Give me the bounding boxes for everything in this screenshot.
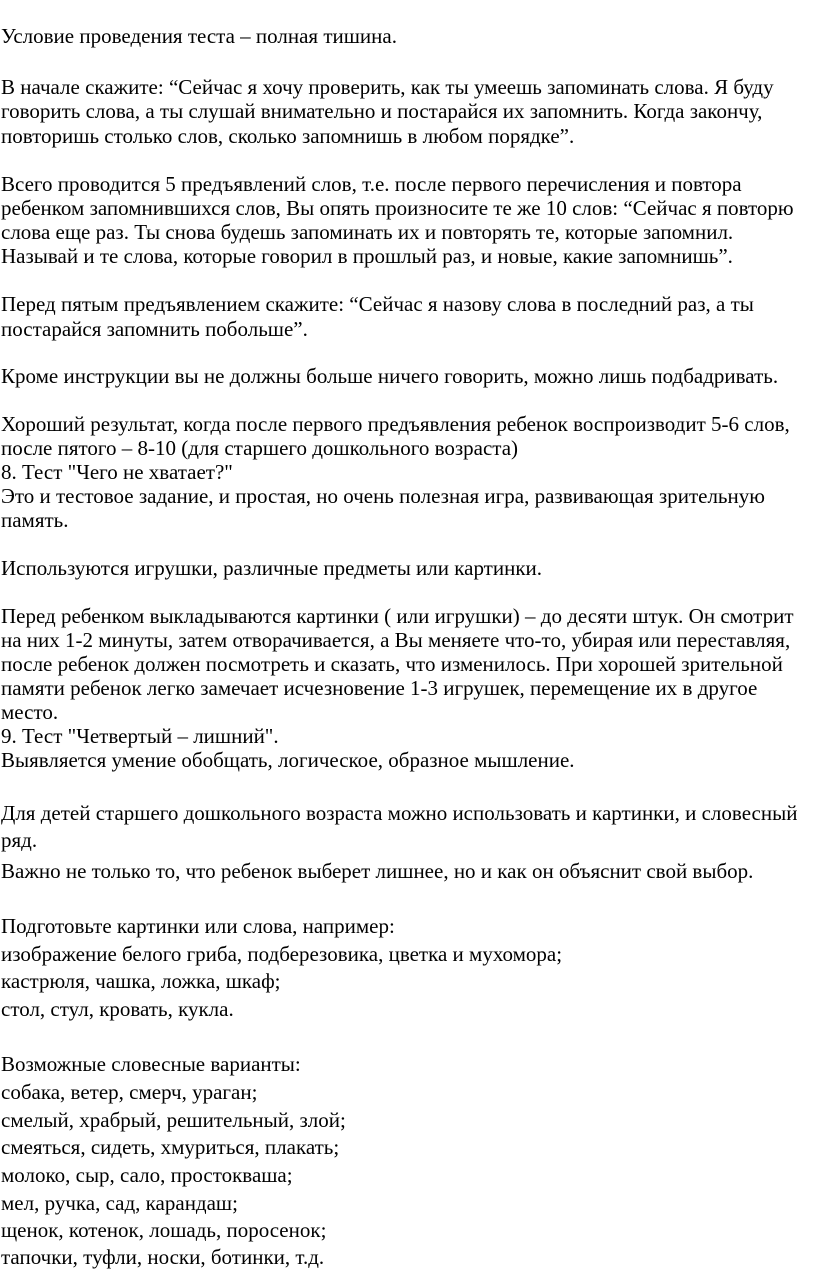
section-heading: 9. Тест "Четвертый – лишний". [1,724,279,748]
text-line: В начале скажите: “Сейчас я хочу проверить, как ты умеешь запоминать слова. Я буду [1,75,774,99]
text-line: память. [1,508,69,532]
text-line: Для детей старшего дошкольного возраста можно использовать и картинки, и словесный [1,801,798,825]
text-line: памяти ребенок легко замечает исчезновение 1-3 игрушек, перемещение их в другое [1,676,758,700]
text-line: Это и тестовое задание, и простая, но очень полезная игра, развивающая зрительную [1,484,765,508]
list-item: смеяться, сидеть, хмуриться, плакать; [1,1135,340,1159]
text-line: постарайся запомнить побольше”. [1,317,308,341]
text-line: ребенком запомнившихся слов, Вы опять произносите те же 10 слов: “Сейчас я повторю [1,196,794,220]
text-line: Используются игрушки, различные предметы или картинки. [1,556,543,580]
text-line: место. [1,700,59,724]
text-line: Перед ребенком выкладываются картинки ( или игрушки) – до десяти штук. Он смотрит [1,604,794,628]
list-item: изображение белого гриба, подберезовика, цветка и мухомора; [1,942,563,966]
list-item: смелый, храбрый, решительный, злой; [1,1108,346,1132]
text-line: Всего проводится 5 предъявлений слов, т.е. после первого перечисления и повтора [1,172,742,196]
text-line: Подготовьте картинки или слова, например: [1,914,395,938]
text-line: Кроме инструкции вы не должны больше ничего говорить, можно лишь подбадривать. [1,364,779,388]
text-line: Важно не только то, что ребенок выберет лишнее, но и как он объяснит свой выбор. [1,859,754,883]
text-line: повторишь столько слов, сколько запомнишь в любом порядке”. [1,124,575,148]
text-line: Возможные словесные варианты: [1,1052,301,1076]
text-line: Хороший результат, когда после первого предъявления ребенок воспроизводит 5-6 слов, [1,412,790,436]
list-item: щенок, котенок, лошадь, поросенок; [1,1218,327,1242]
text-line: на них 1-2 минуты, затем отворачивается, а Вы меняете что-то, убирая или переставляя, [1,628,791,652]
text-line: слова еще раз. Ты снова будешь запоминать их и повторять те, которые запомнил. [1,220,734,244]
list-item: мел, ручка, сад, карандаш; [1,1191,238,1215]
text-line: Перед пятым предъявлением скажите: “Сейчас я назову слова в последний раз, а ты [1,292,754,316]
list-item: тапочки, туфли, носки, ботинки, т.д. [1,1245,325,1269]
list-item: кастрюля, чашка, ложка, шкаф; [1,969,281,993]
list-item: собака, ветер, смерч, ураган; [1,1080,258,1104]
text-line: после пятого – 8-10 (для старшего дошкольного возраста) [1,436,519,460]
list-item: стол, стул, кровать, кукла. [1,997,234,1021]
text-line: Выявляется умение обобщать, логическое, образное мышление. [1,748,575,772]
text-line: Называй и те слова, которые говорил в прошлый раз, и новые, какие запомнишь”. [1,244,733,268]
text-line: Условие проведения теста – полная тишина. [1,24,397,48]
text-line: говорить слова, а ты слушай внимательно и постарайся их запомнить. Когда закончу, [1,99,763,123]
list-item: молоко, сыр, сало, простокваша; [1,1163,293,1187]
text-line: после ребенок должен посмотреть и сказать, что изменилось. При хорошей зрительной [1,652,783,676]
text-line: ряд. [1,828,38,852]
section-heading: 8. Тест "Чего не хватает?" [1,460,233,484]
